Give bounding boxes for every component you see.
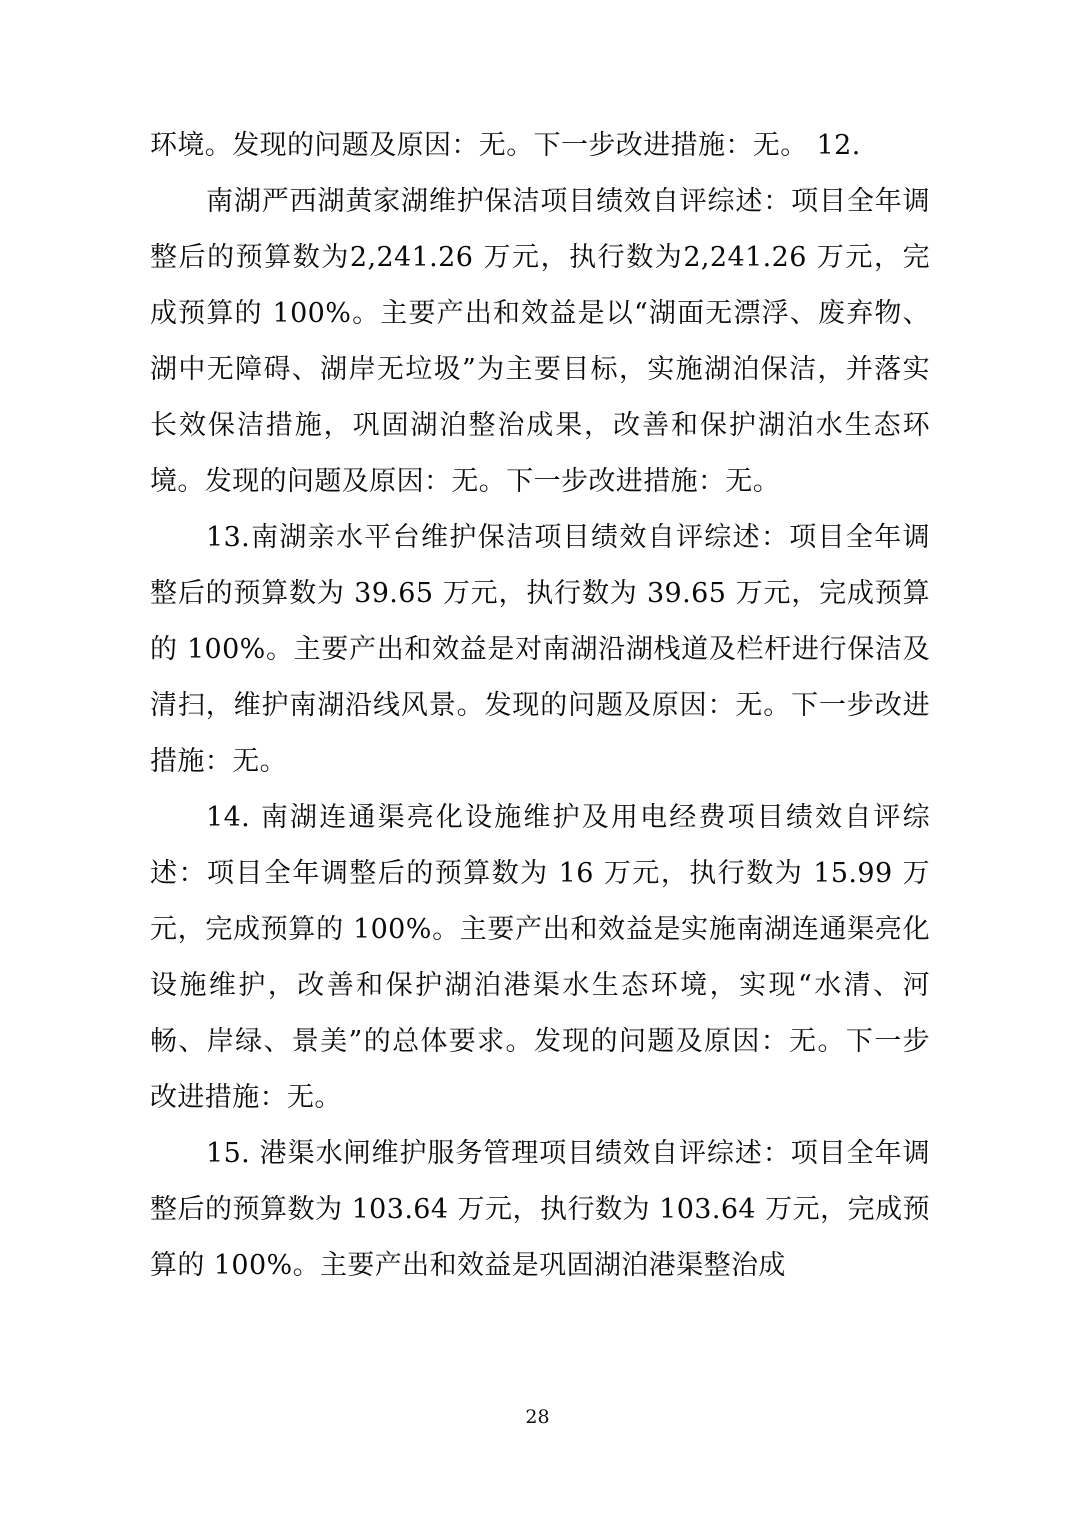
paragraph-14: 14. 南湖连通渠亮化设施维护及用电经费项目绩效自评综述：项目全年调整后的预算数为 16 万元，执行数为 15.99 万元，完成预算的 100%。主要产出和效益是实施南湖连通渠亮化设施维护，改善和保护湖泊港渠水生态环境，实现“水清、河畅、岸绿、景美”的总体要求。发现的问题及原因：无。下一步改进措施：无。 [150, 802, 930, 1113]
page-body [150, 118, 930, 1294]
paragraph-12: 南湖严西湖黄家湖维护保洁项目绩效自评综述：项目全年调整后的预算数为2,241.26 万元，执行数为2,241.26 万元，完成预算的 100%。主要产出和效益是以“湖面无漂浮、废弃物、湖中无障碍、湖岸无垃圾”为主要目标，实施湖泊保洁，并落实长效保洁措施，巩固湖泊整治成果，改善和保护湖泊水生态环境。发现的问题及原因：无。下一步改进措施：无。 [150, 186, 930, 497]
paragraph-13: 13.南湖亲水平台维护保洁项目绩效自评综述：项目全年调整后的预算数为 39.65 万元，执行数为 39.65 万元，完成预算的 100%。主要产出和效益是对南湖沿湖栈道及栏杆进行保洁及清扫，维护南湖沿线风景。发现的问题及原因：无。下一步改进措施：无。 [150, 522, 930, 777]
paragraph-12-continued: 环境。发现的问题及原因：无。下一步改进措施：无。 12. [150, 130, 861, 161]
paragraph-15: 15. 港渠水闸维护服务管理项目绩效自评综述：项目全年调整后的预算数为 103.64 万元，执行数为 103.64 万元，完成预算的 100%。主要产出和效益是巩固湖泊港渠整治成 [150, 1138, 930, 1281]
page-number: 28 [525, 1406, 550, 1428]
